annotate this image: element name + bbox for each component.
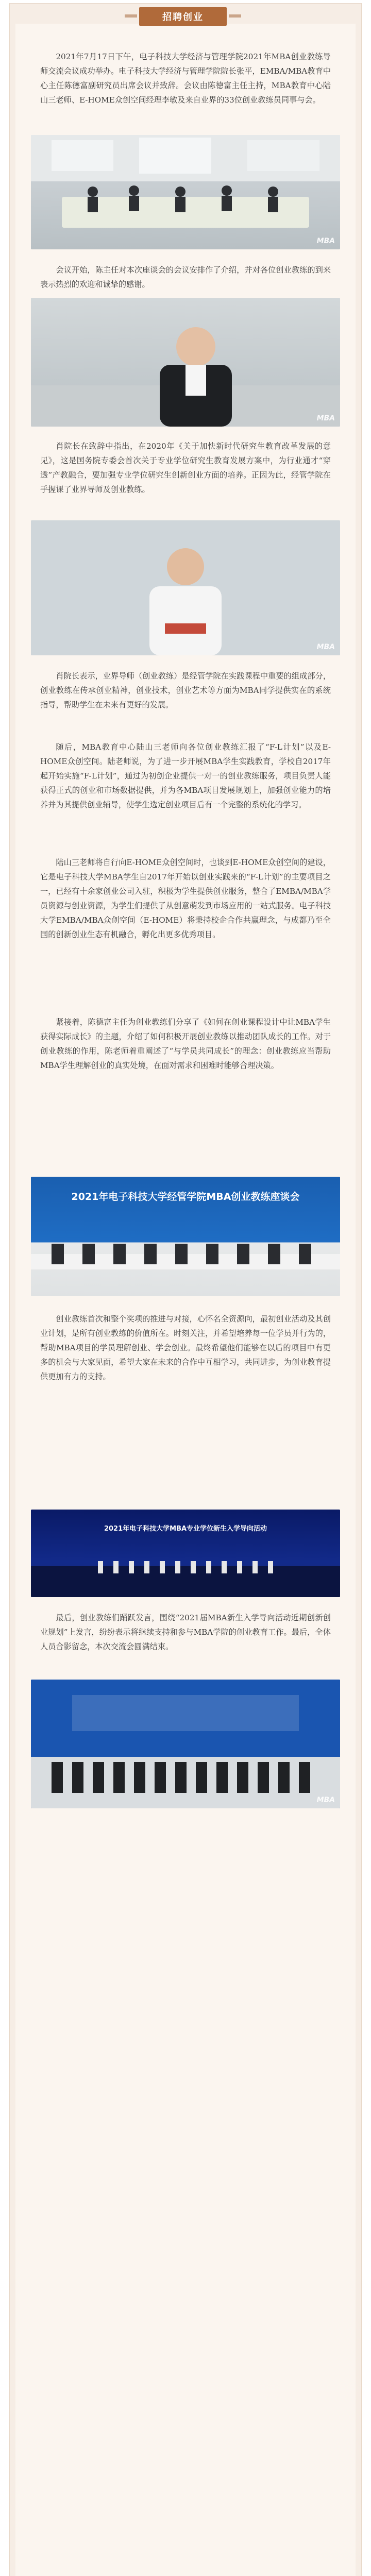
stage-photo (31, 1510, 340, 1597)
group-photo-2 (31, 1680, 340, 1808)
paragraph-9: 最后，创业教练们踊跃发言，围绕“2021届MBA新生入学导向活动近期创新创业规划”上发言，纷纷表示将继续支持和参与MBA学院的创业教育工作。最后，全体人员合影留念，本次交流会圆满结束。 (40, 1613, 331, 1651)
group-seated-illustration (31, 1177, 340, 1296)
meeting-room-illustration (31, 135, 340, 249)
group-photo-1 (31, 1177, 340, 1296)
speaker-illustration-2 (31, 520, 340, 655)
paragraph-1: 2021年7月17日下午，电子科技大学经济与管理学院2021年MBA创业教练导师交流会议成功举办。电子科技大学经济与管理学院院长张平，EMBA/MBA教育中心主任陈德富副研究员出席会议并致辞。会议由陈德富主任主持，MBA教育中心陆山三老师、E-HOME众创空间经理李敏及来自业界的33位创业教练员同事与会。 (40, 52, 331, 105)
group-stage-illustration (31, 1680, 340, 1808)
meeting-photo-1 (31, 135, 340, 249)
paragraph-6: 陆山三老师将自行向E-HOME众创空间时，也谈到E-HOME众创空间的建设，它是电子科技大学MBA学生自2017年开始以创业实践来的“F-L计划”的主要项目之一，已经有十余家创业公司入驻，积极为学生提供创业服务，整合了EMBA/MBA学员资源与创业资源，为学生们提供了从创意萌发到市场应用的一站式服务。电子科技大学EMBA/MBA众创空间（E-HOME）将秉持校企合作共赢理念，与成都乃至全国的创新创业生态有机融合，孵化出更多优秀项目。 (40, 858, 331, 939)
paragraph-7: 紧接着，陈德富主任为创业教练们分享了《如何在创业课程设计中让MBA学生获得实际成长》的主题，介绍了如何积极开展创业教练以推动团队成长的工作。对于创业教练的作用，陈老师着重阐述了“与学员共同成长”的理念：创业教练应当帮助MBA学生理解创业的真实处境，在面对需求和困难时能够合理决策。 (40, 1018, 331, 1070)
paragraph-5: 随后，MBA教育中心陆山三老师向各位创业教练汇报了“F-L计划”以及E-HOME众创空间。陆老师说，为了进一步开展MBA学生实践教育，学校自2017年起开始实施“F-L计划”，通过为初创企业提供一对一的创业教练服务，项目负责人能获得正式的创业和市场数据提供，并为各MBA项目发展规划上，加强创业能力的培养并为其提供创业辅导，使学生选定创业项目后有一个完整的系统化的学习。 (40, 742, 331, 809)
paragraph-2: 会议开始，陈主任对本次座谈会的会议安排作了介绍，并对各位创业教练的到来表示热烈的欢迎和诚挚的感谢。 (40, 265, 331, 289)
stage-banner-text: 2021年电子科技大学MBA专业学位新生入学导向活动 (104, 1525, 267, 1533)
paragraph-4: 肖院长表示，业界导师（创业教练）是经管学院在实践课程中重要的组成部分，创业教练在传承创业精神，创业技术，创业艺术等方面为MBA同学提供实在的系统指导，帮助学生在未来有更好的发展。 (40, 671, 331, 709)
speaker-photo-2 (31, 520, 340, 655)
photo-watermark: MBA (316, 414, 335, 422)
banner-title: 2021年电子科技大学经管学院MBA创业教练座谈会 (71, 1191, 300, 1202)
speaker-photo-1 (31, 298, 340, 427)
stage-group-illustration (31, 1510, 340, 1597)
photo-watermark: MBA (316, 643, 335, 651)
speaker-illustration (31, 298, 340, 427)
photo-watermark: MBA (316, 1796, 335, 1804)
photo-watermark: MBA (316, 237, 335, 245)
paragraph-3: 肖院长在致辞中指出，在2020年《关于加快新时代研究生教育改革发展的意见》，这是国务院专委会首次关于专业学位研究生教育发展方案中，为行业通才“穿透”产教融合，要加强专业学位研究生创新创业方面的培养。正因为此，经管学院在手握课了业界导师及创业教练。 (40, 442, 331, 494)
section-tag: 招聘创业 (139, 7, 227, 26)
paragraph-8: 创业教练首次和整个奖项的推进与对接，心怀名全资源向，最初创业活动及其创业计划，是所有创业教练的价值所在。时刻关注，并希望培养每一位学员并行为的，帮助MBA项目的学员理解创业、学会创业。最终希望他们能够在以后的项目中有更多的机会与大家见面，希望大家在未来的合作中互相学习，共同进步，为创业教育提供更加有力的支持。 (40, 1314, 331, 1381)
